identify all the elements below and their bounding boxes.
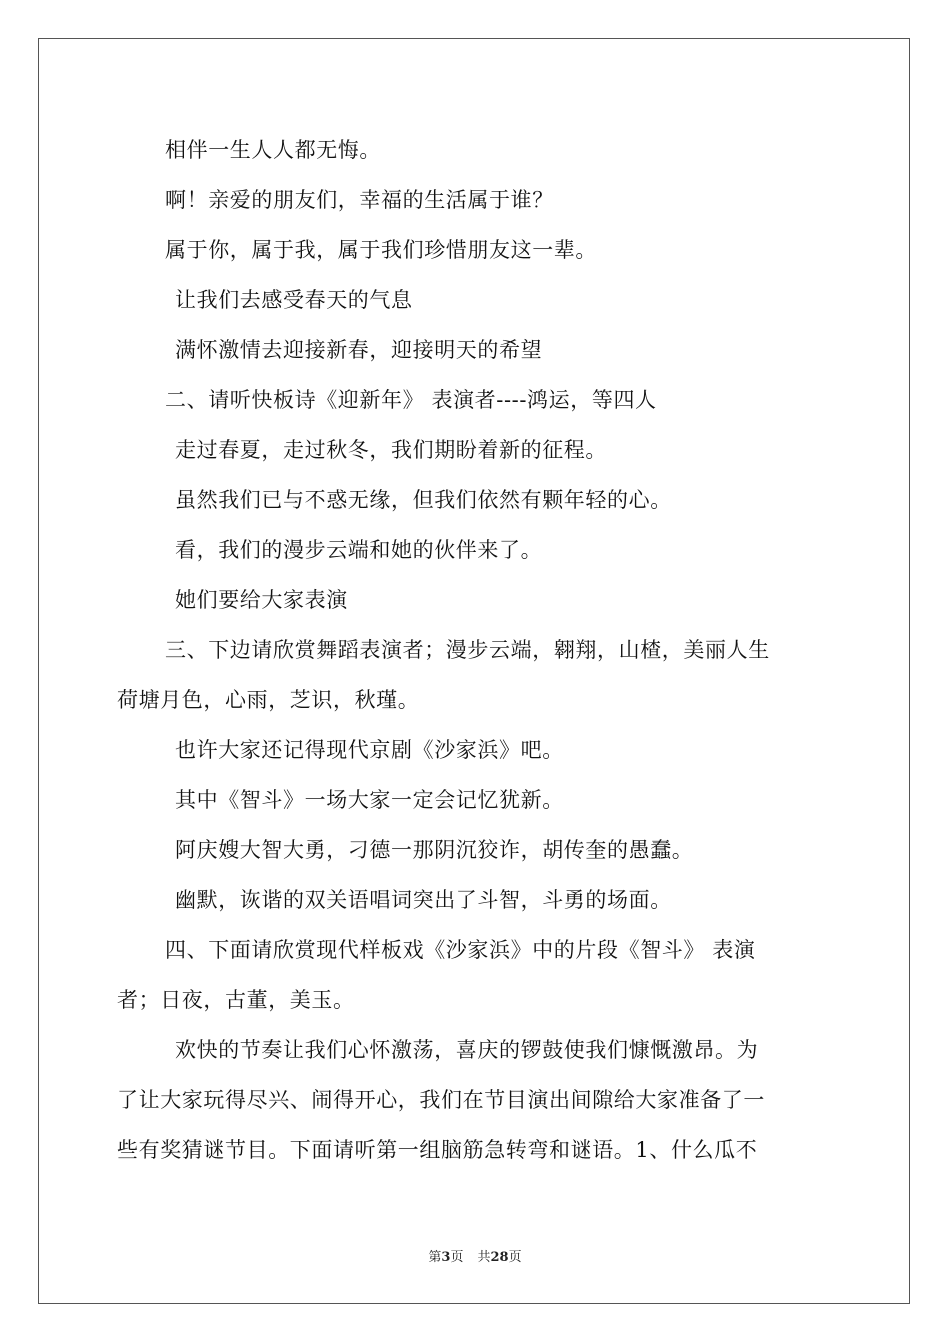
text-line: 啊！亲爱的朋友们，幸福的生活属于谁？: [165, 188, 554, 212]
text-line: 幽默，诙谐的双关语唱词突出了斗智，斗勇的场面。: [175, 888, 672, 912]
text-line: 走过春夏，走过秋冬，我们期盼着新的征程。: [175, 438, 607, 462]
text-line: 满怀激情去迎接新春，迎接明天的希望: [175, 338, 543, 362]
text-line: 让我们去感受春天的气息: [175, 288, 413, 312]
page-unit: 页: [450, 1250, 464, 1265]
section-heading: 三、下边请欣赏舞蹈表演者；漫步云端，翱翔，山楂，美丽人生: [165, 638, 770, 662]
text-line: 看，我们的漫步云端和她的伙伴来了。: [175, 538, 543, 562]
section-heading: 二、请听快板诗《迎新年》 表演者----鸿运，等四人: [165, 388, 657, 412]
text-line: 其中《智斗》一场大家一定会记忆犹新。: [175, 788, 564, 812]
total-page-number: 28: [490, 1250, 509, 1265]
text-line: 相伴一生人人都无悔。: [165, 138, 381, 162]
section-heading: 四、下面请欣赏现代样板戏《沙家浜》中的片段《智斗》 表演: [165, 938, 756, 962]
text-line: 欢快的节奏让我们心怀激荡，喜庆的锣鼓使我们慷慨激昂。为: [175, 1038, 759, 1062]
total-unit: 页: [508, 1250, 522, 1265]
text-line: 荷塘月色，心雨，芝识，秋瑾。: [117, 688, 420, 712]
text-line: 属于你，属于我，属于我们珍惜朋友这一辈。: [165, 238, 597, 262]
text-line: 阿庆嫂大智大勇，刁德一那阴沉狡诈，胡传奎的愚蠢。: [175, 838, 694, 862]
text-line: 她们要给大家表演: [175, 588, 348, 612]
page-border: [38, 38, 910, 1304]
total-prefix: 共: [477, 1250, 491, 1265]
text-line: 者；日夜，古董，美玉。: [117, 988, 355, 1012]
text-line: 也许大家还记得现代京剧《沙家浜》吧。: [175, 738, 564, 762]
page-prefix: 第: [428, 1250, 442, 1265]
page-footer: [0, 1250, 950, 1266]
current-page-number: 3: [441, 1250, 451, 1265]
text-line: 些有奖猜谜节目。下面请听第一组脑筋急转弯和谜语。1、什么瓜不: [117, 1138, 758, 1162]
text-line: 虽然我们已与不惑无缘，但我们依然有颗年轻的心。: [175, 488, 672, 512]
text-line: 了让大家玩得尽兴、闹得开心，我们在节目演出间隙给大家准备了一: [117, 1088, 765, 1112]
